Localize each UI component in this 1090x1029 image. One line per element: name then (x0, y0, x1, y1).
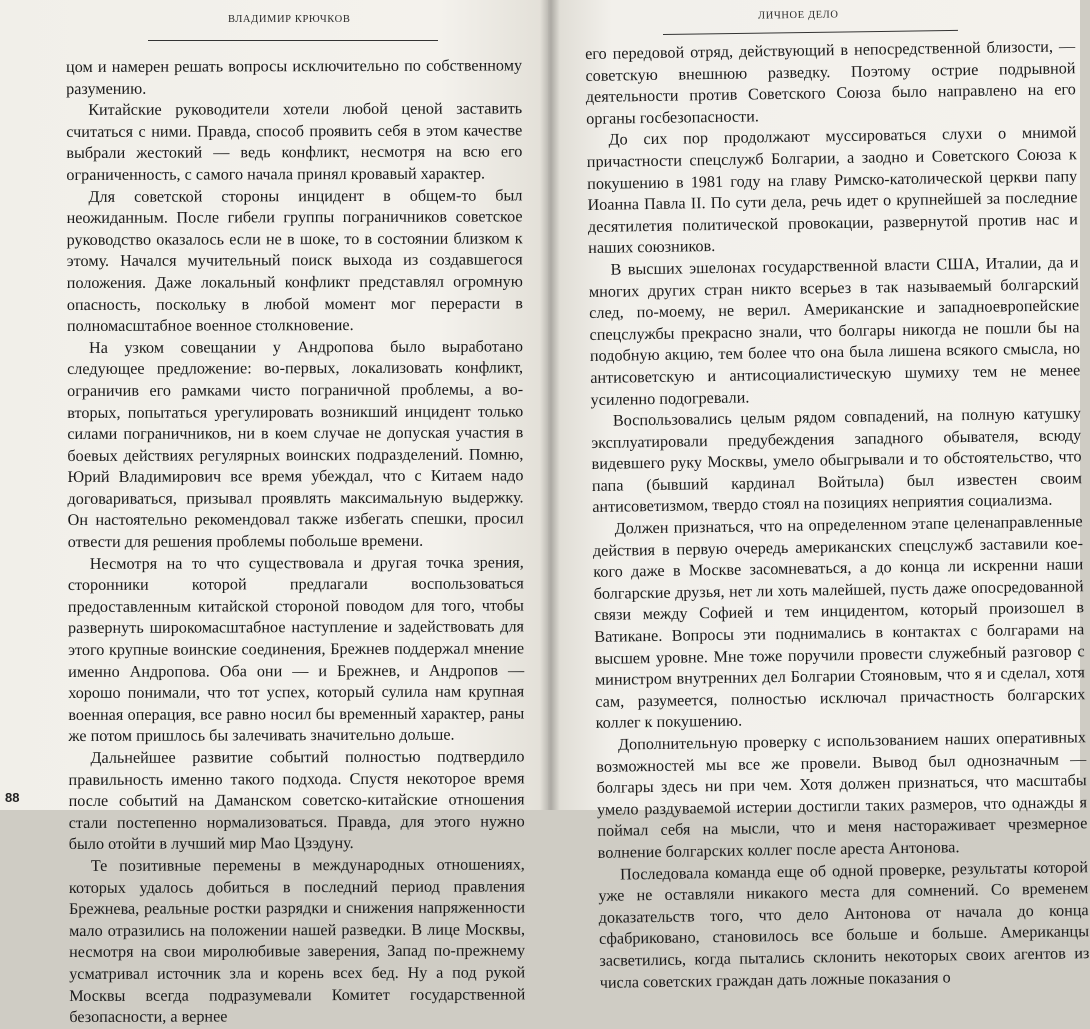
paragraph: На узком совещании у Андропова было выработано следующее предложение: во-первых, локализовать конфликт, ограничив его рамками чисто пограничной проблемы, а во-вторых, попытаться урегулировать возникший инцидент только силами пограничников, ни в коем случае не допуская участия в боевых действиях регулярных воинских подразделений. Помню, Юрий Владимирович все время убеждал, что с Китаем надо договариваться, призывал проявлять максимальную выдержку. Он настоятельно рекомендовал также избегать спешки, просил отвести для решения проблемы побольше времени. (67, 337, 524, 552)
page-number: 88 (5, 790, 20, 805)
paragraph: Те позитивные перемены в международных отношениях, которых удалось добиться в последний период правления Брежнева, реальные ростки разрядки и снижения напряженности мало отразились на положении нашей разведки. В лице Москвы, несмотря на свои миролюбивые заверения, Запад по-прежнему усматривал источник зла и корень всех бед. Ну а под рукой Москвы всегда подразумевали Комитет государственной безопасности, а вернее (68, 855, 526, 1027)
paragraph: Воспользовались целым рядом совпадений, на полную катушку эксплуатировали предубеждения западного обывателя, всюду видевшего руку Москвы, умело обыгрывали и то обстоятельство, что папа (бывший кардинал Войтыла) был известен своим антисоветизмом, твердо стоял на позициях неприятия социализма. (591, 404, 1083, 517)
right-running-head: ЛИЧНОЕ ДЕЛО (757, 9, 839, 22)
right-header-rule (663, 30, 958, 35)
paragraph: Для советской стороны инцидент в общем-то был неожиданным. После гибели группы пограничников советское руководство оказалось если не в шоке, то в состоянии близком к этому. Начался мучительный поиск выхода из создавшегося положения. Даже локальный конфликт представлял огромную опасность, поскольку в любой момент мог перерасти в полномасштабное военное столкновение. (66, 185, 523, 336)
left-body-text (66, 55, 525, 1028)
paragraph: Несмотря на то что существовала и другая точка зрения, сторонники которой предлагали воспользоваться предоставленным китайской стороной поводом для того, чтобы развернуть широкомасштабное наступление и задействовать для этого крупные воинские соединения, Брежнев поддержал мнение именно Андропова. Оба они — и Брежнев, и Андропов — хорошо понимали, что тот успех, который сулила нам крупная военная операция, все равно носил бы временный характер, раны же потом пришлось бы залечивать значительно дольше. (67, 553, 525, 746)
paragraph: Дальнейшее развитие событий полностью подтвердило правильность именно такого подхода. Спустя некоторое время после событий на Даманском советско-китайские отношения стали постепенно нормализоваться. Правда, для этого нужно было отойти в лучший мир Мао Цзэдуну. (68, 747, 525, 854)
paragraph: Дополнительную проверку с использованием наших оперативных возможностей мы все же провели. Вывод был однозначным — болгары здесь ни при чем. Хотя должен признаться, что масштабы умело раздуваемой истерии достигли таких размеров, что однажды я поймал себя на мысли, что и меня настораживает чрезмерное волнение болгарских коллег после ареста Антонова. (596, 728, 1088, 862)
paragraph: Китайские руководители хотели любой ценой заставить считаться с ними. Правда, способ проявить себя в этом качестве выбрали жестокий — ведь конфликт, несмотря на всю его ограниченность, с самого начала принял кровавый характер. (66, 99, 523, 184)
paragraph: Последовала команда еще об одной проверке, результаты которой уже не оставляли никакого места для сомнений. Со временем доказательств того, что дело Антонова от начала до конца сфабриковано, становилось все больше и больше. Американцы засветились, когда пытались склонить некоторых своих агентов из числа советских граждан дать ложные показания о (598, 857, 1090, 992)
right-page (548, 0, 1090, 992)
paragraph: Должен признаться, что на определенном этапе целенаправленные действия в первую очередь американских спецслужб заставили кое-кого даже в Москве засомневаться, а до конца ли искренни наши болгарские друзья, нет ли хоть малейшей, пусть даже опосредованной связи между Софией и тем инцидентом, который произошел в Ватикане. Вопросы эти поднимались в контактах с болгарами на высшем уровне. Мне тоже поручили провести служебный разговор с министром внутренних дел Болгарии Стояновым, что я и сделал, хотя сам, разумеется, полностью исключал причастность болгарских коллег к покушению. (592, 512, 1086, 733)
left-header-rule (148, 40, 438, 41)
paragraph: До сих пор продолжают муссироваться слухи о мнимой причастности спецслужб Болгарии, а заодно и Советского Союза к покушению в 1981 году на главу Римско-католической церкви папу Иоанна Павла II. По сути дела, речь идет о крупнейшей за последние десятилетия политической провокации, развернутой против нас и наших союзников. (586, 123, 1078, 258)
paragraph: В высших эшелонах государственной власти США, Италии, да и многих других стран никто всерьез в так называемый болгарский след, по-моему, не верил. Американские и западноевропейские спецслужбы прекрасно знали, что болгары никогда не пошли бы на подобную акцию, тем более что она была лишена всякого смысла, но антисоветскую и антисоциалистическую шумиху тем не менее усиленно подогревали. (588, 253, 1081, 409)
paragraph: цом и намерен решать вопросы исключительно по собственному разумению. (66, 56, 523, 98)
left-running-head: ВЛАДИМИР КРЮЧКОВ (228, 14, 351, 25)
paragraph: его передовой отряд, действующий в непосредственной близости, — советскую внешнюю разведку. Поэтому острие подрывной деятельности против Советского Союза было направлено на его органы госбезопасности. (585, 37, 1076, 128)
right-body-text (585, 36, 1090, 994)
